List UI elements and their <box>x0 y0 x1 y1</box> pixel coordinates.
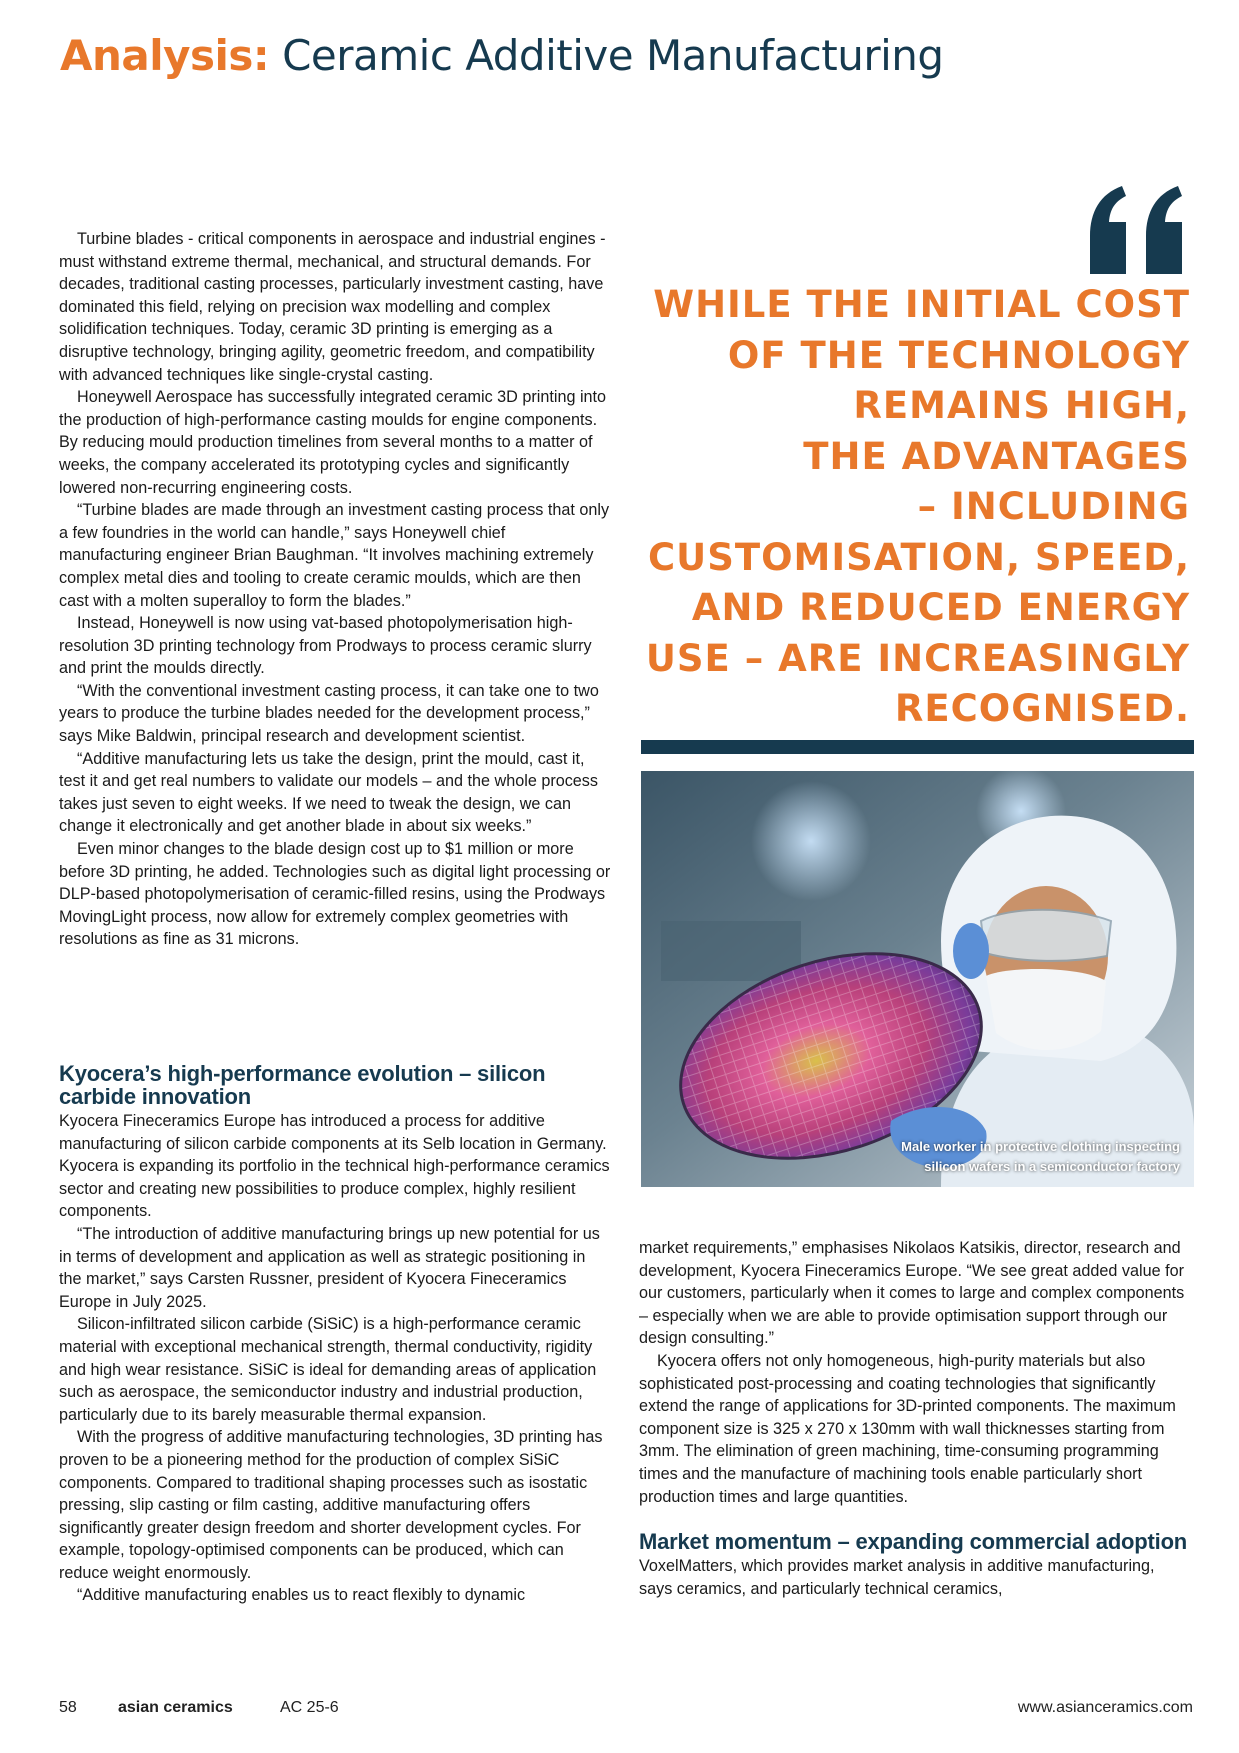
photo-caption <box>901 1137 1180 1177</box>
wafer-inspection-illustration <box>641 771 1194 1187</box>
paragraph: Instead, Honeywell is now using vat-based photopolymerisation high-resolution 3D printing technology from Prodways to process ceramic slurry and print the moulds directly. <box>59 614 592 678</box>
article-column-left-top <box>59 228 611 951</box>
header-title: Ceramic Additive Manufacturing <box>282 31 944 80</box>
pull-quote-line: WHILE THE INITIAL COST <box>653 283 1190 326</box>
pull-quote-line: – INCLUDING <box>917 485 1190 528</box>
pull-quote-line: OF THE TECHNOLOGY <box>727 333 1190 377</box>
paragraph: Honeywell Aerospace has successfully integrated ceramic 3D printing into the production of high-performance casting moulds for engine components. By reducing mould production timelines from several months to a matter of weeks, the company accelerated its prototyping cycles and significantly lowered non-recurring engineering costs. <box>59 388 607 497</box>
paragraph: VoxelMatters, which provides market analysis in additive manufacturing, says ceramics, and particularly technical ceramics, <box>639 1557 1155 1598</box>
paragraph: Turbine blades - critical components in aerospace and industrial engines - must withstand extreme thermal, mechanical, and structural demands. For decades, traditional casting processes, particularly investment casting, have dominated this field, relying on precision wax modelling and complex solidification techniques. Today, ceramic 3D printing is emerging as a disruptive technology, bringing agility, geometric freedom, and compatibility with advanced techniques like single-crystal casting. <box>59 230 606 384</box>
paragraph: market requirements,” emphasises Nikolaos Katsikis, director, research and development, Kyocera Fineceramics Europe. “We see great added value for our customers, particularly when it comes to large and complex components – especially when we are able to provide optimisation support through our design consulting.” <box>639 1239 1185 1348</box>
paragraph: “With the conventional investment casting process, it can take one to two years to produce the turbine blades needed for the development process,” says Mike Baldwin, principal research and development scientist. <box>59 681 599 746</box>
section-subhead-market: Market momentum – expanding commercial adoption <box>639 1529 1188 1555</box>
paragraph: Silicon-infiltrated silicon carbide (SiSiC) is a high-performance ceramic material with exceptional mechanical strength, thermal conductivity, rigidity and high wear resistance. SiSiC is ideal for demanding areas of application such as aerospace, the semiconductor industry and industrial production, particularly due to its barely measurable thermal expansion. <box>59 1315 597 1424</box>
magazine-name: asian ceramics <box>118 1699 233 1716</box>
pull-quote-line: CUSTOMISATION, SPEED, <box>648 535 1190 579</box>
pull-quote-line: AND REDUCED ENERGY <box>691 586 1190 629</box>
paragraph: Even minor changes to the blade design cost up to $1 million or more before 3D printing, he added. Technologies such as digital light processing or DLP-based photopolymerisation of ceramic-filled resins, using the Prodways MovingLight process, now allow for extremely complex geometries with resolutions as fine as 31 microns. <box>59 840 611 949</box>
pull-quote-line: REMAINS HIGH, <box>853 384 1190 427</box>
article-column-right-bottom <box>639 1237 1192 1600</box>
page-footer <box>0 1696 1239 1720</box>
page-header <box>60 28 1200 84</box>
paragraph: “The introduction of additive manufacturing brings up new potential for us in terms of development and application as well as strategic positioning in the market,” says Carsten Russner, president of Kyocera Fineceramics Europe in July 2025. <box>59 1224 600 1311</box>
pull-quote <box>620 280 1190 735</box>
section-subhead-kyocera: Kyocera’s high-performance evolution – silicon carbide innovation <box>59 1061 546 1109</box>
header-kicker: Analysis: <box>60 31 270 80</box>
opening-quote-icon <box>1084 178 1194 278</box>
paragraph: “Turbine blades are made through an investment casting process that only a few foundries in the world can handle,” says Honeywell chief manufacturing engineer Brian Baughman. “It involves machining extremely complex metal dies and tooling to create ceramic moulds, which are then cast with a molten superalloy to form the blades.” <box>59 501 610 610</box>
pull-quote-line: RECOGNISED. <box>894 687 1190 730</box>
website-link[interactable]: www.asianceramics.com <box>1017 1699 1193 1716</box>
issue-number: AC 25-6 <box>280 1699 339 1716</box>
paragraph: “Additive manufacturing lets us take the design, print the mould, cast it, test it and get real numbers to validate our models – and the whole process takes just seven to eight weeks. If we need to tweak the design, we can change it electronically and get another blade in about six weeks.” <box>59 749 598 836</box>
article-column-left-bottom <box>59 1062 611 1607</box>
photo-caption-line: Male worker in protective clothing inspecting <box>901 1139 1180 1154</box>
pull-quote-divider <box>641 740 1194 754</box>
pull-quote-line: USE – ARE INCREASINGLY <box>645 636 1190 680</box>
paragraph: Kyocera Fineceramics Europe has introduced a process for additive manufacturing of silicon carbide components at its Selb location in Germany. Kyocera is expanding its portfolio in the technical high-performance ceramics sector and creating new possibilities to produce complex, highly resilient components. <box>59 1112 610 1221</box>
article-photo <box>641 771 1194 1187</box>
photo-caption-line: silicon wafers in a semiconductor factory <box>924 1159 1180 1174</box>
paragraph: “Additive manufacturing enables us to react flexibly to dynamic <box>77 1586 526 1605</box>
pull-quote-line: THE ADVANTAGES <box>803 434 1190 478</box>
paragraph: With the progress of additive manufacturing technologies, 3D printing has proven to be a pioneering method for the production of complex SiSiC components. Compared to traditional shaping processes such as isostatic pressing, slip casting or film casting, additive manufacturing offers significantly greater design freedom and shorter development cycles. For example, topology-optimised components can be produced, which can reduce weight enormously. <box>59 1428 603 1582</box>
paragraph: Kyocera offers not only homogeneous, high-purity materials but also sophisticated post-processing and coating technologies that significantly extend the range of applications for 3D-printed components. The maximum component size is 325 x 270 x 130mm with wall thicknesses starting from 3mm. The elimination of green machining, time-consuming programming times and the manufacture of machining tools enable particularly short production times and large quantities. <box>639 1351 1176 1506</box>
page-number: 58 <box>59 1699 77 1716</box>
